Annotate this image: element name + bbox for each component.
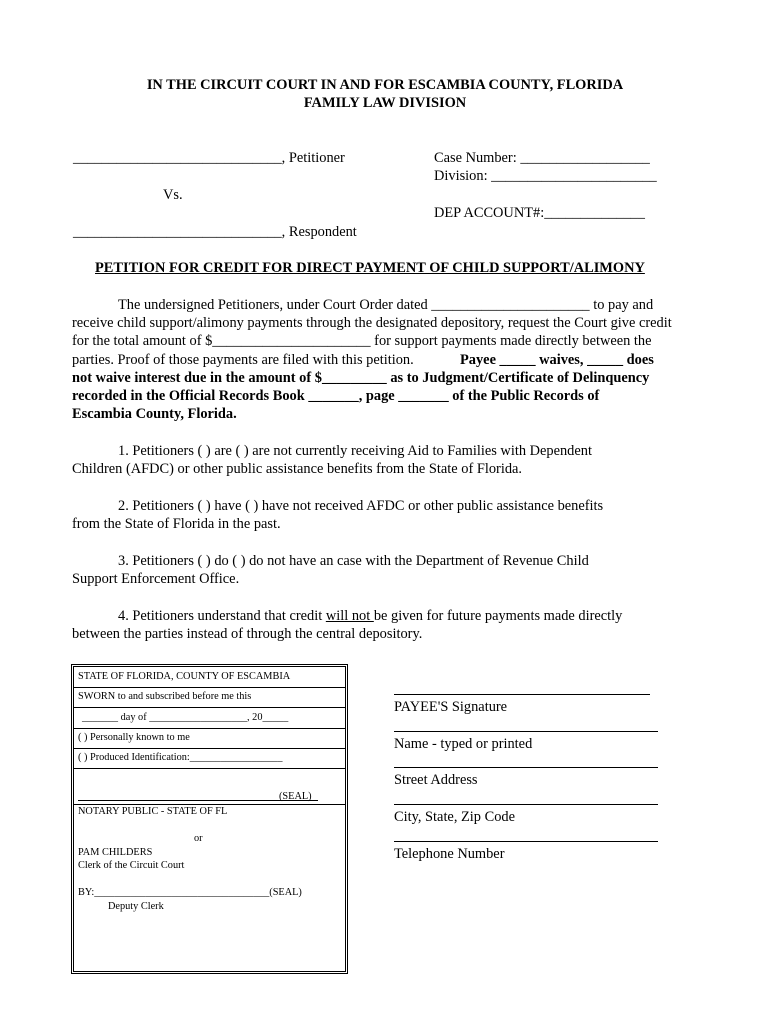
- court-heading: IN THE CIRCUIT COURT IN AND FOR ESCAMBIA COUNTY, FLORIDA: [146, 77, 624, 93]
- intro-line-6: recorded in the Official Records Book _______, page _______ of the Public Records of: [72, 388, 600, 404]
- item-2-line-2: from the State of Florida in the past.: [72, 516, 281, 532]
- item-4-text-a: 4. Petitioners understand that credit: [118, 608, 326, 624]
- notary-sworn: SWORN to and subscribed before me this: [78, 691, 252, 702]
- item-4-text-b: be given for future payments made directly: [373, 608, 623, 624]
- item-3-line-1: 3. Petitioners ( ) do ( ) do not have an case with the Department of Revenue Child: [118, 553, 589, 569]
- item-3-line-2: Support Enforcement Office.: [72, 571, 240, 587]
- seal-label: (SEAL): [279, 791, 312, 802]
- division-heading: FAMILY LAW DIVISION: [303, 95, 467, 111]
- intro-line-2: receive child support/alimony payments through the designated depository, request the Court give credit: [72, 315, 672, 331]
- notary-divider: [74, 748, 345, 749]
- item-4-emphasis: will not: [325, 608, 374, 624]
- dep-account-field[interactable]: DEP ACCOUNT#:______________: [434, 205, 645, 221]
- petition-title: PETITION FOR CREDIT FOR DIRECT PAYMENT OF CHILD SUPPORT/ALIMONY: [95, 260, 645, 276]
- case-number-field[interactable]: Case Number: __________________: [434, 150, 650, 166]
- name-label: Name - typed or printed: [394, 736, 533, 752]
- item-4-line-2: between the parties instead of through the central depository.: [72, 626, 423, 642]
- payee-waiver: Payee _____ waives, _____ does: [460, 352, 654, 368]
- intro-line-5: not waive interest due in the amount of $_________ as to Judgment/Certificate of Delinquency: [72, 370, 650, 386]
- payee-signature-line[interactable]: [394, 694, 650, 695]
- notary-divider: [74, 804, 345, 805]
- petitioner-line[interactable]: _____________________________, Petitioner: [73, 150, 345, 166]
- intro-line-3: for the total amount of $______________________ for support payments made directly between the: [72, 333, 652, 349]
- telephone-line[interactable]: [394, 841, 658, 842]
- or-label: or: [194, 833, 203, 844]
- name-line[interactable]: [394, 731, 658, 732]
- division-field[interactable]: Division: _______________________: [434, 168, 657, 184]
- notary-divider: [74, 707, 345, 708]
- notary-date-field[interactable]: _______ day of ___________________, 20_____: [82, 712, 289, 723]
- city-label: City, State, Zip Code: [394, 809, 515, 825]
- clerk-title: Clerk of the Circuit Court: [78, 860, 185, 871]
- produced-id-field[interactable]: ( ) Produced Identification:__________________: [78, 752, 283, 763]
- notary-divider: [74, 687, 345, 688]
- respondent-line[interactable]: _____________________________, Respondent: [73, 224, 357, 240]
- item-4-line-1: [118, 608, 622, 625]
- notary-public-label: NOTARY PUBLIC - STATE OF FL: [78, 806, 228, 817]
- deputy-signature-field[interactable]: BY:__________________________________(SEAL): [78, 887, 302, 898]
- deputy-clerk-label: Deputy Clerk: [108, 901, 164, 912]
- street-line[interactable]: [394, 767, 658, 768]
- notary-divider: [74, 728, 345, 729]
- intro-line-7: Escambia County, Florida.: [72, 406, 237, 422]
- personally-known-checkbox[interactable]: ( ) Personally known to me: [78, 732, 190, 743]
- notary-state: STATE OF FLORIDA, COUNTY OF ESCAMBIA: [78, 671, 291, 682]
- item-2-line-1: 2. Petitioners ( ) have ( ) have not received AFDC or other public assistance benefits: [118, 498, 604, 514]
- intro-line-4: parties. Proof of those payments are filed with this petition.: [72, 352, 414, 368]
- clerk-name: PAM CHILDERS: [78, 847, 153, 858]
- payee-signature-label: PAYEE'S Signature: [394, 699, 508, 715]
- city-line[interactable]: [394, 804, 658, 805]
- telephone-label: Telephone Number: [394, 846, 505, 862]
- item-1-line-1: 1. Petitioners ( ) are ( ) are not currently receiving Aid to Families with Dependent: [118, 443, 592, 459]
- item-1-line-2: Children (AFDC) or other public assistance benefits from the State of Florida.: [72, 461, 523, 477]
- versus-label: Vs.: [163, 187, 183, 203]
- intro-line-1: The undersigned Petitioners, under Court Order dated ______________________ to pay and: [118, 297, 654, 313]
- notary-box: [71, 664, 348, 974]
- street-label: Street Address: [394, 772, 478, 788]
- notary-divider: [74, 768, 345, 769]
